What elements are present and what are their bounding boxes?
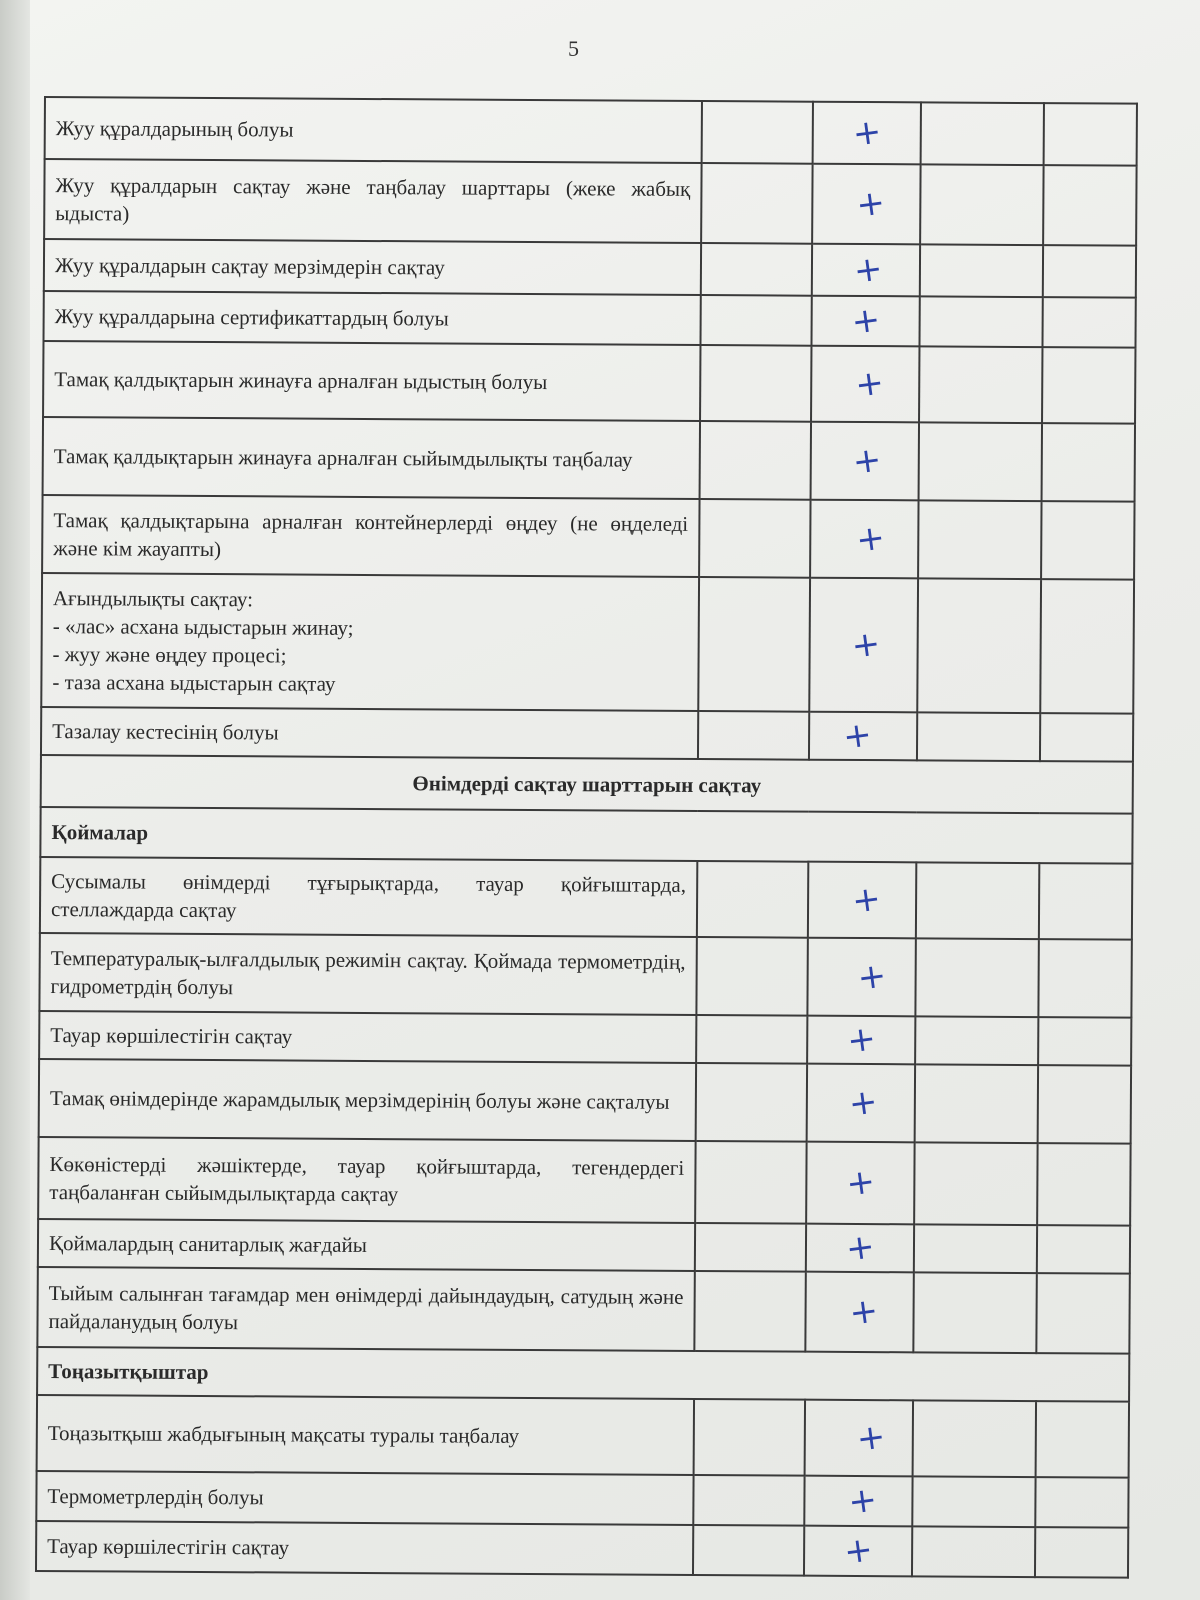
- answer-cell-4: [1039, 863, 1132, 940]
- answer-cell-3: [920, 296, 1043, 347]
- checklist-row: [42, 495, 1134, 580]
- answer-cell-2: [810, 500, 919, 579]
- handwritten-plus-mark: +: [848, 298, 883, 343]
- answer-cell-1: [695, 1141, 806, 1224]
- handwritten-plus-mark: +: [851, 247, 885, 292]
- answer-cell-3: [918, 500, 1041, 579]
- answer-cell-4: [1043, 297, 1136, 348]
- answer-cell-2: [807, 1016, 916, 1065]
- handwritten-plus-mark: +: [853, 516, 888, 561]
- criterion-line: - «лас» асхана ыдыстарын жинау;: [52, 614, 354, 640]
- section-title: Өнімдерді сақтау шарттарын сақтау: [41, 755, 1133, 814]
- answer-cell-3: [914, 1224, 1037, 1273]
- answer-cell-3: [914, 1272, 1037, 1353]
- handwritten-plus-mark: +: [840, 713, 874, 758]
- answer-cell-4: [1035, 1527, 1128, 1578]
- answer-cell-1: [700, 295, 811, 346]
- criterion-text: Көкөністерді жәшіктерде, тауар қойғыштарда, тегендердегі таңбаланған сыйымдылықтарда сақтау: [38, 1137, 695, 1223]
- checklist-row: [43, 341, 1135, 424]
- answer-cell-4: [1041, 579, 1135, 714]
- criterion-text: Сусымалы өнімдерді тұғырықтарда, тауар қойғыштарда, стеллаждарда сақтау: [40, 857, 697, 937]
- answer-cell-3: [919, 346, 1042, 423]
- answer-cell-3: [915, 1142, 1038, 1225]
- page-number: 5: [568, 36, 579, 61]
- answer-cell-4: [1043, 245, 1136, 298]
- criterion-text: Тамақ қалдықтарына арналған контейнерлерді өңдеу (не өңделеді және кім жауапты): [42, 495, 699, 577]
- criterion-text: Тоңазытқыш жабдығының мақсаты туралы таңбалау: [37, 1395, 694, 1475]
- answer-cell-2: [810, 422, 919, 501]
- inspection-checklist-table: [35, 96, 1138, 1579]
- answer-cell-1: [701, 243, 812, 296]
- checklist-row: [37, 1267, 1129, 1354]
- answer-cell-2: [804, 1476, 913, 1527]
- answer-cell-3: [913, 1400, 1036, 1477]
- answer-cell-2: [809, 578, 919, 713]
- answer-cell-3: [915, 1016, 1038, 1065]
- answer-cell-4: [1037, 1143, 1130, 1226]
- checklist-row: [44, 159, 1136, 246]
- handwritten-plus-mark: +: [849, 438, 884, 483]
- criterion-text: Тауар көршілестігін сақтау: [36, 1521, 693, 1575]
- checklist-row: [38, 1219, 1130, 1274]
- answer-cell-1: [701, 163, 812, 244]
- answer-cell-1: [699, 499, 810, 578]
- answer-cell-2: [809, 712, 918, 761]
- group-title: Тоңазытқыштар: [37, 1347, 1129, 1402]
- criterion-text: Термометрлердің болуы: [36, 1471, 693, 1525]
- answer-cell-1: [693, 1399, 804, 1476]
- answer-cell-2: [811, 296, 920, 347]
- answer-cell-3: [921, 102, 1044, 165]
- handwritten-plus-mark: +: [852, 361, 887, 406]
- handwritten-plus-mark: +: [841, 1528, 875, 1573]
- criterion-text: Тыйым салынған тағамдар мен өнімдерді дайындаудың, сатудың және пайдаланудың болуы: [37, 1267, 694, 1351]
- answer-cell-1: [698, 577, 810, 712]
- answer-cell-4: [1044, 103, 1137, 166]
- answer-cell-4: [1037, 1273, 1130, 1354]
- section-header-row: [41, 755, 1133, 814]
- answer-cell-4: [1042, 347, 1135, 424]
- answer-cell-1: [695, 1063, 806, 1142]
- group-header-row: [40, 807, 1132, 864]
- answer-cell-2: [804, 1400, 913, 1477]
- group-header-row: [37, 1347, 1129, 1402]
- answer-cell-3: [920, 244, 1043, 297]
- answer-cell-1: [700, 345, 811, 422]
- checklist-row: [44, 239, 1136, 298]
- answer-cell-3: [919, 422, 1042, 501]
- handwritten-plus-mark: +: [846, 1289, 881, 1334]
- handwritten-plus-mark: +: [849, 110, 884, 155]
- answer-cell-3: [921, 164, 1044, 245]
- answer-cell-3: [915, 1064, 1038, 1143]
- handwritten-plus-mark: +: [843, 1225, 877, 1270]
- answer-cell-4: [1038, 1065, 1131, 1144]
- answer-cell-2: [805, 1224, 914, 1273]
- criterion-text: Тамақ қалдықтарын жинауға арналған ыдыстың болуы: [43, 341, 700, 421]
- answer-cell-2: [806, 1064, 915, 1143]
- answer-cell-4: [1039, 939, 1132, 1018]
- handwritten-plus-mark: +: [854, 1415, 888, 1460]
- answer-cell-4: [1040, 713, 1133, 762]
- answer-cell-2: [811, 244, 920, 297]
- checklist-row: [43, 417, 1135, 502]
- checklist-row: [36, 1471, 1128, 1528]
- checklist-row: [44, 291, 1136, 348]
- handwritten-plus-mark: +: [843, 1160, 878, 1205]
- criterion-line: - таза асхана ыдыстарын сақтау: [52, 670, 336, 696]
- answer-cell-1: [701, 101, 812, 164]
- criterion-text: Жуу құралдарының болуы: [45, 97, 702, 163]
- answer-cell-4: [1036, 1477, 1129, 1528]
- checklist-row: [39, 1011, 1131, 1066]
- answer-cell-4: [1036, 1401, 1129, 1478]
- answer-cell-3: [918, 578, 1042, 713]
- answer-cell-2: [805, 1272, 914, 1353]
- criterion-text: [41, 573, 699, 711]
- answer-cell-1: [693, 1525, 804, 1576]
- answer-cell-3: [916, 938, 1039, 1017]
- criterion-line: - жуу және өңдеу процесі;: [52, 642, 287, 668]
- answer-cell-2: [807, 862, 916, 939]
- handwritten-plus-mark: +: [849, 877, 883, 922]
- answer-cell-1: [696, 1015, 807, 1064]
- answer-cell-1: [698, 711, 809, 760]
- answer-cell-4: [1038, 1017, 1131, 1066]
- checklist-row: [39, 1059, 1131, 1144]
- criterion-text: Қоймалардың санитарлық жағдайы: [38, 1219, 695, 1271]
- criterion-text: Жуу құралдарына сертификаттардың болуы: [44, 291, 701, 345]
- checklist-row: [38, 1137, 1130, 1226]
- checklist-row: [41, 707, 1133, 762]
- handwritten-plus-mark: +: [854, 954, 889, 999]
- criterion-text: Жуу құралдарын сақтау және таңбалау шарттары (жеке жабық ыдыста): [44, 159, 701, 243]
- criterion-text: Тауар көршілестігін сақтау: [39, 1011, 696, 1063]
- answer-cell-3: [917, 712, 1040, 761]
- answer-cell-1: [697, 861, 808, 938]
- handwritten-plus-mark: +: [845, 1478, 880, 1523]
- handwritten-plus-mark: +: [848, 622, 883, 667]
- page-fold-shadow: [0, 0, 30, 1600]
- answer-cell-4: [1043, 165, 1136, 246]
- answer-cell-1: [696, 937, 807, 1016]
- answer-cell-2: [812, 164, 921, 245]
- answer-cell-1: [699, 421, 810, 500]
- answer-cell-4: [1042, 423, 1135, 502]
- answer-cell-2: [812, 102, 921, 165]
- answer-cell-4: [1037, 1225, 1130, 1274]
- checklist-row: [40, 857, 1132, 940]
- handwritten-plus-mark: +: [844, 1017, 879, 1062]
- answer-cell-2: [804, 1526, 913, 1577]
- criterion-text: Жуу құралдарын сақтау мерзімдерін сақтау: [44, 239, 701, 295]
- handwritten-plus-mark: +: [853, 181, 888, 226]
- checklist-row: [37, 1395, 1129, 1478]
- answer-cell-1: [695, 1223, 806, 1272]
- criterion-text: Температуралық-ылғалдылық режимін сақтау. Қоймада термометрдің, гидрометрдің болуы: [39, 933, 696, 1015]
- criterion-text: Тамақ қалдықтарын жинауға арналған сыйымдылықты таңбалау: [43, 417, 700, 499]
- answer-cell-2: [811, 346, 920, 423]
- handwritten-plus-mark: +: [846, 1080, 880, 1125]
- answer-cell-3: [912, 1526, 1035, 1577]
- answer-cell-2: [807, 938, 916, 1017]
- answer-cell-3: [913, 1476, 1036, 1527]
- answer-cell-3: [916, 862, 1039, 939]
- answer-cell-2: [806, 1142, 915, 1225]
- group-title: Қоймалар: [40, 807, 1132, 864]
- checklist-row: [36, 1521, 1128, 1578]
- answer-cell-4: [1041, 501, 1134, 580]
- criterion-text: Тазалау кестесінің болуы: [41, 707, 698, 759]
- checklist-row: [41, 573, 1134, 714]
- criterion-text: Тамақ өнімдерінде жарамдылық мерзімдерінің болуы және сақталуы: [39, 1059, 696, 1141]
- checklist-row: [45, 97, 1137, 166]
- answer-cell-1: [693, 1475, 804, 1526]
- criterion-line: Ағындылықты сақтау:: [52, 586, 254, 612]
- answer-cell-1: [694, 1271, 805, 1352]
- checklist-row: [39, 933, 1131, 1018]
